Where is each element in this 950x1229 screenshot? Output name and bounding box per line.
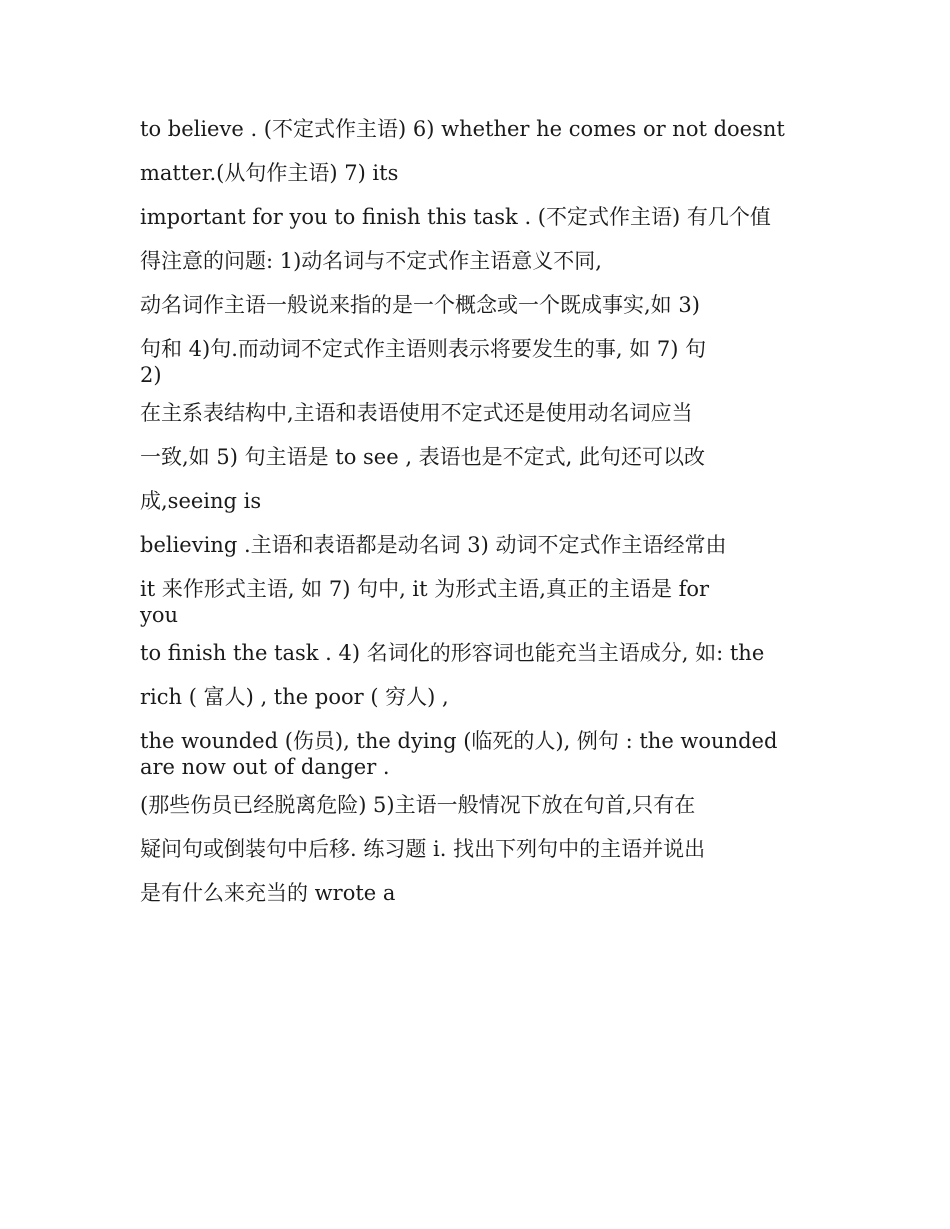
- text-line: 2): [140, 363, 162, 387]
- text-line: 动名词作主语一般说来指的是一个概念或一个既成事实,如 3): [140, 293, 700, 317]
- text-line: 疑问句或倒装句中后移. 练习题 i. 找出下列句中的主语并说出: [140, 837, 706, 861]
- document-body: [140, 107, 820, 915]
- text-line: 句和 4)句.而动词不定式作主语则表示将要发生的事, 如 7) 句: [140, 337, 707, 361]
- text-line: to finish the task . 4) 名词化的形容词也能充当主语成分, 如: the: [140, 641, 765, 665]
- text-line: the wounded (伤员), the dying (临死的人), 例句 : the wounded: [140, 729, 778, 753]
- text-line: are now out of danger .: [140, 755, 390, 779]
- text-line: 一致,如 5) 句主语是 to see , 表语也是不定式, 此句还可以改: [140, 445, 706, 469]
- text-line: 得注意的问题: 1)动名词与不定式作主语意义不同,: [140, 249, 602, 273]
- text-line: matter.(从句作主语) 7) its: [140, 161, 399, 185]
- text-line: 是有什么来充当的 wrote a: [140, 881, 396, 905]
- text-line: important for you to finish this task . (不定式作主语) 有几个值: [140, 205, 771, 229]
- text-line: you: [140, 603, 179, 627]
- text-line: 成,seeing is: [140, 489, 262, 513]
- text-line: it 来作形式主语, 如 7) 句中, it 为形式主语,真正的主语是 for: [140, 577, 710, 601]
- text-line: to believe . (不定式作主语) 6) whether he comes or not doesnt: [140, 117, 785, 141]
- text-line: believing .主语和表语都是动名词 3) 动词不定式作主语经常由: [140, 533, 727, 557]
- text-line: (那些伤员已经脱离危险) 5)主语一般情况下放在句首,只有在: [140, 793, 696, 817]
- text-line: 在主系表结构中,主语和表语使用不定式还是使用动名词应当: [140, 401, 693, 425]
- text-line: rich ( 富人) , the poor ( 穷人) ,: [140, 685, 449, 709]
